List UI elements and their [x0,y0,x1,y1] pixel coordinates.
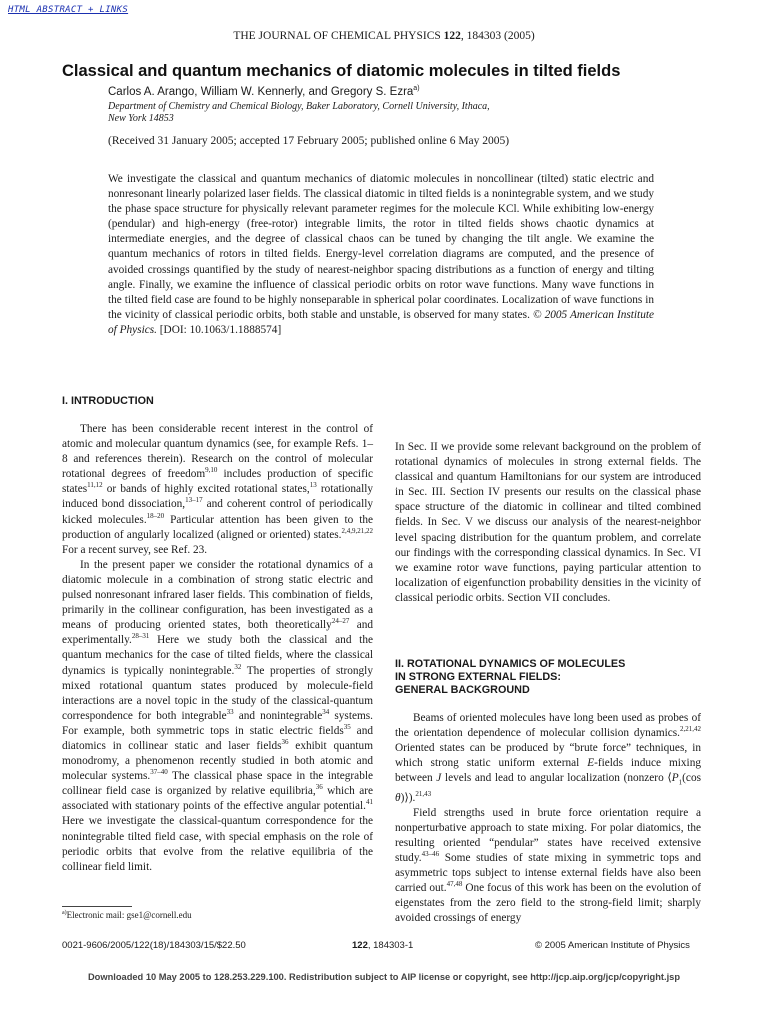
journal-volume: 122 [443,30,461,42]
footer-page-number: , 184303-1 [367,940,414,951]
download-notice: Downloaded 10 May 2005 to 128.253.229.100. Redistribution subject to AIP license or copyright, see http://jcp.aip.org/jcp/copyright.jsp [87,972,681,982]
left-column-body [62,422,373,875]
section-2-body [395,711,701,927]
html-abstract-links-link[interactable]: HTML ABSTRACT + LINKS [8,5,129,15]
footer-volume: 122 [352,940,368,951]
section-heading-2-line-3: GENERAL BACKGROUND [395,684,530,696]
author-names: Carlos A. Arango, William W. Kennerly, and Gregory S. Ezra [108,85,414,98]
author-footnote-mark: a) [413,85,420,92]
intro-paragraph-3: In Sec. II we provide some relevant background on the problem of rotational dynamics of molecules in strong external fields. The classical and quantum Hamiltonians for our system are introduced in Sec. III. Section IV presents our results on the classical phase space structure of the diatomic in collinear and tilted combined fields. In Sec. V we discuss our analysis of the nearest-neighbor level spacing distribution for the quantum problem, and correlate our findings with the corresponding classical dynamics. In Sec. VI we examine rotor wave functions, paying particular attention to localization of eigenfunction probability densities in the vicinity of classical periodic orbits. Section VII concludes. [395,441,701,604]
footnote [62,910,192,920]
footnote-rule [62,906,132,907]
section-heading-introduction: I. INTRODUCTION [62,395,154,407]
intro-paragraph-2: In the present paper we consider the rotational dynamics of a diatomic molecule in a combination of strong static electric and pulsed nonresonant infrared laser fields. This combination of fields, primarily in the collinear configuration, has been investigated as a means of producing oriented states, both theoretically$^{24-27}$ and experimentally.$^{28-31}$ Here we study both the classical and the quantum mechanics for the case of tilted fields, where the classical dynamics is typically nonintegrable.$^{32}$ The properties of strongly mixed rotational quantum states produced by molecule-field interactions are a novel topic in the study of the classical-quantum correspondence for both integrable$^{33}$ and nonintegrable$^{34}$ systems. For example, both symmetric tops in static electric fields$^{35}$ and diatomics in collinear static and laser fields$^{36}$ exhibit quantum monodromy, a phenomenon recently studied in both atomic and molecular systems.$^{37-40}$ The classical phase space in the integrable collinear field case is organized by relative equilibria,$^{36}$ which are associated with stationary points of the effective angular potential.$^{41}$ Here we investigate the classical-quantum correspondence for the nonintegrable tilted field case, with special emphasis on the role of periodic orbits that evolve from the relative equilibria of the collinear field limit. [62,558,374,873]
footer-copyright: © 2005 American Institute of Physics [535,940,690,951]
footer-issn: 0021-9606/2005/122(18)/184303/15/$22.50 [62,940,246,951]
affiliation-line-1: Department of Chemistry and Chemical Biology, Baker Laboratory, Cornell University, Ithaca, [108,101,490,112]
article-title: Classical and quantum mechanics of diatomic molecules in tilted fields [62,62,621,80]
affiliation [108,101,588,125]
journal-header [0,30,768,42]
section-heading-2-line-1: II. ROTATIONAL DYNAMICS OF MOLECULES [395,658,626,670]
sec2-paragraph-1: Beams of oriented molecules have long been used as probes of the orientation dependence of molecular collision dynamics.$^{2,21,42}$ Oriented states can be produced by “brute force” techniques, in which strong static uniform external E-fields induce mixing between J levels and lead to angular localization (nonzero $⟨P_1(\cos$ θ)⟩).$^{21,43}$ [395,712,701,804]
sec2-paragraph-2: Field strengths used in brute force orientation require a nonperturbative approach to state mixing. For polar diatomics, the resulting oriented “pendular” states have received extensive study.$^{43-46}$ Some studies of state mixing in symmetric tops and asymmetric tops subject to intense external fields have also been carried out.$^{47,48}$ One focus of this work has been on the evolution of eigenstates from the zero field to the strong-field limit; sharply avoided crossings of energy [395,806,702,925]
received-dates: (Received 31 January 2005; accepted 17 February 2005; published online 6 May 2005) [108,135,510,147]
abstract [108,172,654,338]
journal-issue: , 184303 (2005) [460,30,535,42]
affiliation-line-2: New York 14853 [108,113,174,124]
footnote-mark: a) [62,910,67,916]
footnote-email: Electronic mail: gse1@cornell.edu [66,910,192,920]
footer-page [352,940,413,951]
section-heading-2 [395,658,701,697]
article-authors [108,85,420,98]
section-heading-2-line-2: IN STRONG EXTERNAL FIELDS: [395,671,561,683]
intro-paragraph-1: There has been considerable recent interest in the control of atomic and molecular quantum dynamics (see, for example Refs. 1–8 and references therein). Research on the control of molecular rotational degrees of freedom$^{9,10}$ includes production of specific states$^{11,12}$ or bands of highly excited rotational states,$^{13}$ rotationally induced bond dissociation,$^{13-17}$ and coherent control of periodically kicked molecules.$^{18-20}$ Particular attention has been given to the production of angularly localized (aligned or oriented) states.$^{2,4,9,21,22}$ For a recent survey, see Ref. 23. [62,423,374,556]
abstract-copyright: © 2005 American Institute of Physics. [108,308,655,336]
abstract-body: We investigate the classical and quantum mechanics of diatomic molecules in noncollinear (tilted) static electric and nonresonant linearly polarized laser fields. The classical diatomic in tilted fields is a nonintegrable system, and we study the phase space structure for physically relevant parameter regimes for the molecule KCl. While exhibiting low-energy (pendular) and high-energy (free-rotor) integrable limits, the rotor in tilted fields shows chaotic dynamics at intermediate energies, and the degree of classical chaos can be tuned by changing the tilt angle. We examine the quantum mechanics of rotors in tilted fields. Energy-level correlation diagrams are computed, and the presence of avoided crossings quantified by the study of nearest-neighbor spacing distributions as a function of energy and tilting angle. Finally, we examine the influence of classical periodic orbits on rotor wave functions. Many wave functions in the tilted field case are found to be highly nonseparable in spherical polar coordinates. Localization of wave functions in the vicinity of classical periodic orbits, both stable and unstable, is observed for many states. [108,173,654,321]
right-column-body [395,394,701,606]
journal-name: THE JOURNAL OF CHEMICAL PHYSICS [233,30,441,42]
abstract-doi: [DOI: 10.1063/1.1888574] [159,323,282,336]
